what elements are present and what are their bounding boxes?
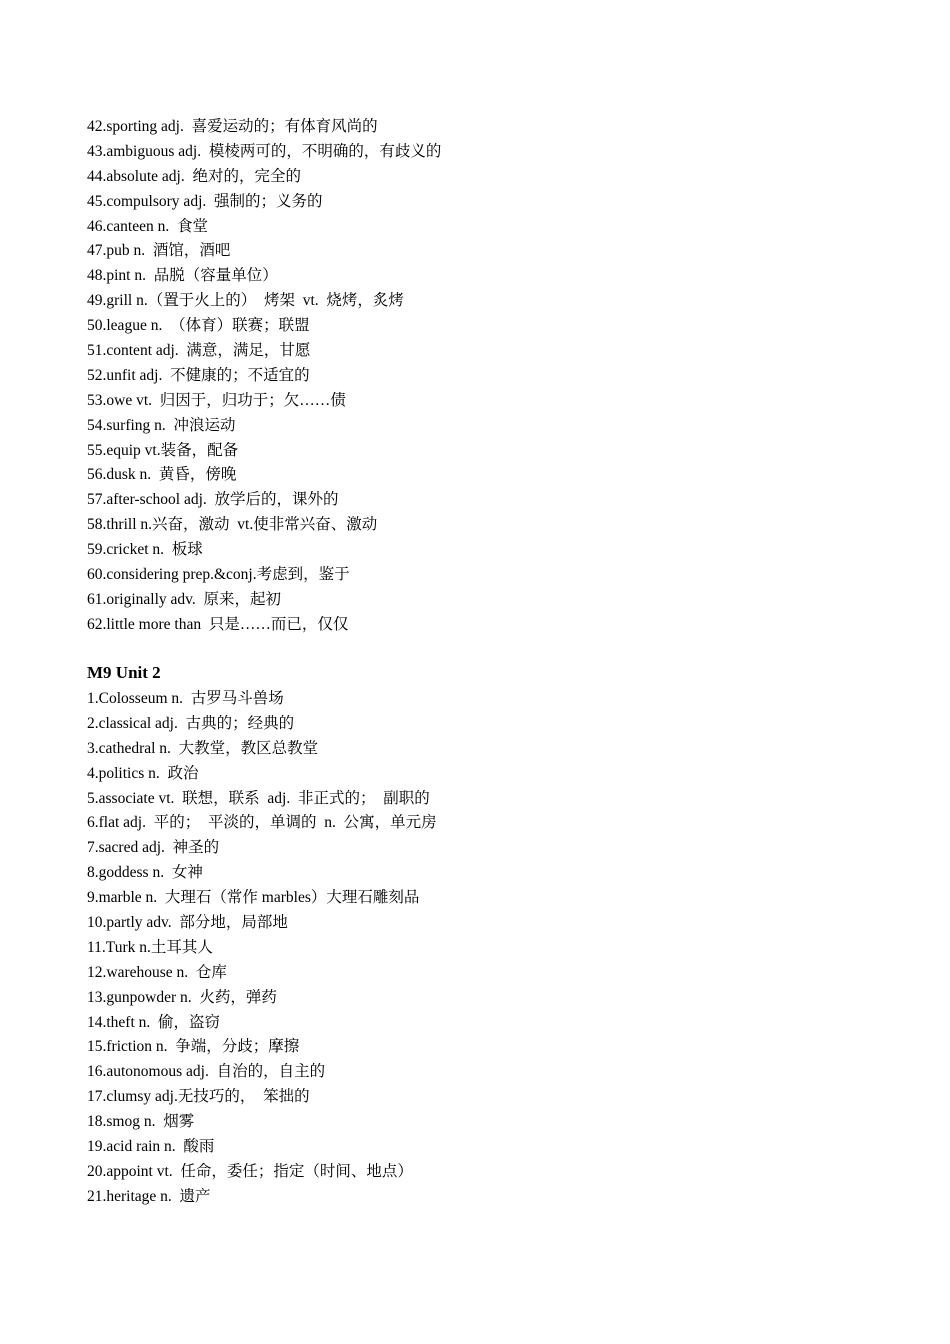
vocabulary-entry: 18.smog n. 烟雾 xyxy=(87,1113,195,1131)
vocabulary-entry: 3.cathedral n. 大教堂，教区总教堂 xyxy=(87,739,319,757)
vocabulary-list-continued xyxy=(87,115,441,638)
vocabulary-entry: 60.considering prep.&conj.考虑到，鉴于 xyxy=(87,566,350,584)
vocabulary-entry: 59.cricket n. 板球 xyxy=(87,541,203,559)
section-heading: M9 Unit 2 xyxy=(87,663,161,682)
vocabulary-entry: 8.goddess n. 女神 xyxy=(87,864,203,882)
vocabulary-entry: 2.classical adj. 古典的；经典的 xyxy=(87,714,295,732)
vocabulary-entry: 43.ambiguous adj. 模棱两可的，不明确的，有歧义的 xyxy=(87,142,442,160)
vocabulary-entry: 9.marble n. 大理石（常作 marbles）大理石雕刻品 xyxy=(87,889,420,907)
vocabulary-entry: 15.friction n. 争端，分歧；摩擦 xyxy=(87,1038,300,1056)
vocabulary-entry: 11.Turk n.土耳其人 xyxy=(87,938,213,956)
vocabulary-entry: 58.thrill n.兴奋，激动 vt.使非常兴奋、激动 xyxy=(87,516,378,534)
vocabulary-entry: 61.originally adv. 原来，起初 xyxy=(87,590,282,608)
vocabulary-entry: 55.equip vt.装备，配备 xyxy=(87,441,239,459)
vocabulary-entry: 17.clumsy adj.无技巧的， 笨拙的 xyxy=(87,1088,310,1106)
vocabulary-entry: 44.absolute adj. 绝对的，完全的 xyxy=(87,167,301,185)
vocabulary-entry: 48.pint n. 品脱（容量单位） xyxy=(87,267,278,285)
vocabulary-entry: 12.warehouse n. 仓库 xyxy=(87,963,227,981)
vocabulary-entry: 20.appoint vt. 任命，委任；指定（时间、地点） xyxy=(87,1162,413,1180)
vocabulary-entry: 5.associate vt. 联想，联系 adj. 非正式的； 副职的 xyxy=(87,789,430,807)
vocabulary-entry: 52.unfit adj. 不健康的；不适宜的 xyxy=(87,366,310,384)
vocabulary-entry: 21.heritage n. 遗产 xyxy=(87,1187,211,1205)
vocabulary-entry: 49.grill n.（置于火上的） 烤架 vt. 烧烤，炙烤 xyxy=(87,292,404,310)
vocabulary-entry: 14.theft n. 偷，盗窃 xyxy=(87,1013,221,1031)
vocabulary-entry: 46.canteen n. 食堂 xyxy=(87,217,208,235)
vocabulary-entry: 10.partly adv. 部分地，局部地 xyxy=(87,914,288,932)
vocabulary-entry: 50.league n. （体育）联赛；联盟 xyxy=(87,317,310,335)
vocabulary-entry: 47.pub n. 酒馆，酒吧 xyxy=(87,242,231,260)
vocabulary-entry: 56.dusk n. 黄昏，傍晚 xyxy=(87,466,237,484)
vocabulary-entry: 6.flat adj. 平的； 平淡的，单调的 n. 公寓，单元房 xyxy=(87,814,437,832)
vocabulary-entry: 13.gunpowder n. 火药，弹药 xyxy=(87,988,277,1006)
vocabulary-entry: 54.surfing n. 冲浪运动 xyxy=(87,416,236,434)
vocabulary-entry: 45.compulsory adj. 强制的；义务的 xyxy=(87,192,323,210)
vocabulary-entry: 53.owe vt. 归因于，归功于；欠……债 xyxy=(87,391,346,409)
vocabulary-entry: 16.autonomous adj. 自治的，自主的 xyxy=(87,1063,326,1081)
vocabulary-entry: 4.politics n. 政治 xyxy=(87,764,199,782)
vocabulary-entry: 62.little more than 只是……而已，仅仅 xyxy=(87,615,349,633)
vocabulary-list-m9-unit-2 xyxy=(87,687,437,1210)
vocabulary-entry: 42.sporting adj. 喜爱运动的；有体育风尚的 xyxy=(87,118,378,135)
vocabulary-entry: 1.Colosseum n. 古罗马斗兽场 xyxy=(87,690,284,707)
vocabulary-entry: 7.sacred adj. 神圣的 xyxy=(87,839,220,857)
vocabulary-entry: 19.acid rain n. 酸雨 xyxy=(87,1138,215,1156)
vocabulary-entry: 51.content adj. 满意，满足，甘愿 xyxy=(87,342,311,360)
vocabulary-entry: 57.after-school adj. 放学后的，课外的 xyxy=(87,491,339,509)
